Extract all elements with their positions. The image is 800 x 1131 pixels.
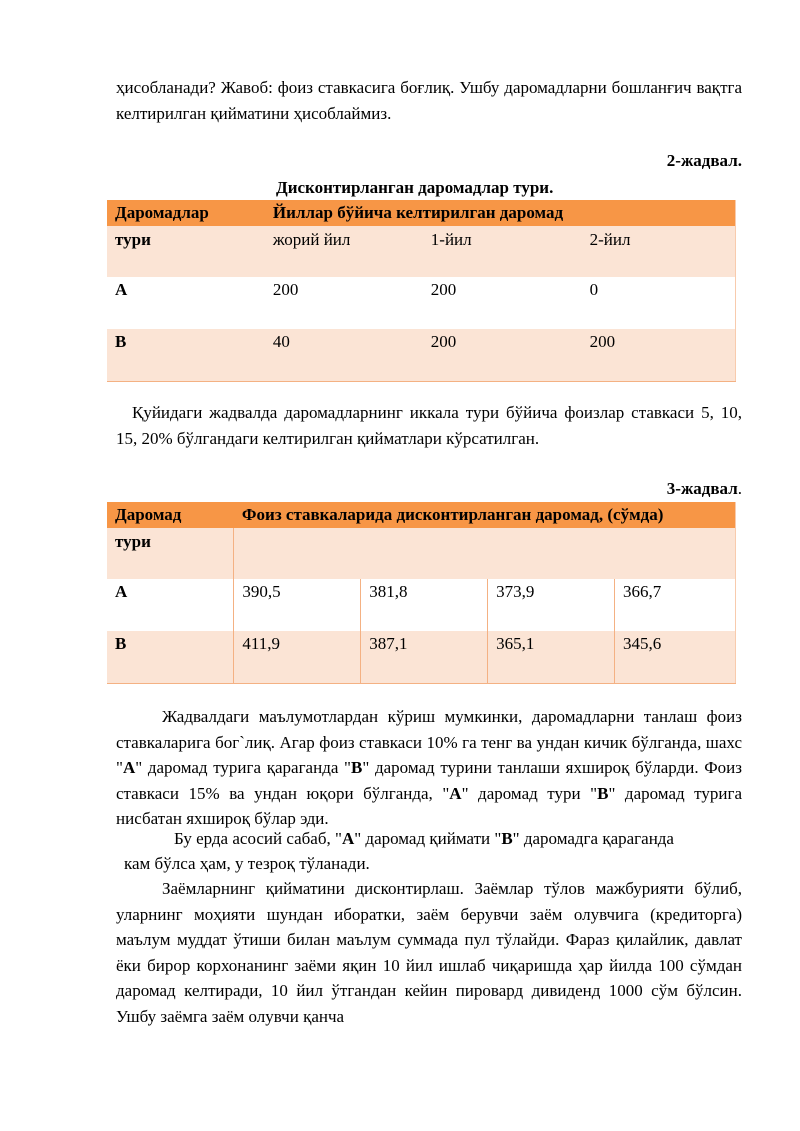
table-row bbox=[107, 631, 736, 684]
table3-row-type: B bbox=[107, 631, 234, 684]
table2-subheader-current-year: жорий йил bbox=[265, 226, 423, 277]
body-text: " даромадга қараганда bbox=[512, 829, 674, 848]
body-text: " даромад турига нисбатан яхшироқ бўлар эди. bbox=[116, 783, 743, 828]
body-paragraph-2-line-2: кам бўлса ҳам, у тезроқ тўланади. bbox=[124, 854, 370, 873]
table2-header-col1: Даромадлар bbox=[107, 200, 265, 226]
table2-cell: 200 bbox=[423, 277, 582, 329]
table2-cell: 40 bbox=[265, 329, 423, 382]
table3 bbox=[107, 502, 736, 684]
table2-subheader-year2: 2-йил bbox=[582, 226, 736, 277]
table3-cell: 390,5 bbox=[234, 579, 361, 631]
table3-cell: 387,1 bbox=[361, 631, 488, 684]
body-paragraph-1 bbox=[116, 704, 742, 832]
table2-title: Дисконтирланган даромадлар тури. bbox=[276, 178, 554, 197]
table2-cell: 200 bbox=[265, 277, 423, 329]
intro-paragraph bbox=[116, 75, 742, 126]
table3-header-span: Фоиз ставкаларида дисконтирланган даромад, (сўмда) bbox=[234, 502, 736, 528]
body-text: " даромад турини танлаши яхшироқ бўларди. Фоиз ставкаси 15% ва ундан юқори бўлганда, " bbox=[116, 758, 742, 803]
between-line-1: Қуйидаги жадвалда даромадларнинг иккала тури бўйича фоизлар ставкаси bbox=[132, 403, 695, 422]
table-row bbox=[107, 277, 736, 329]
table3-cell: 365,1 bbox=[488, 631, 615, 684]
between-paragraph bbox=[116, 400, 742, 451]
between-line-2: 5, 10, 15, 20% бўлгандаги келтирилган қийматлари кўрсатилган. bbox=[116, 403, 743, 448]
table3-cell: 381,8 bbox=[361, 579, 488, 631]
table2-cell: 200 bbox=[423, 329, 582, 382]
table3-subheader-row bbox=[107, 528, 736, 579]
body-paragraph-2 bbox=[116, 826, 742, 852]
intro-line-1: ҳисобланади? Жавоб: фоиз ставкасига боғлиқ. Ушбу даромадларни bbox=[116, 78, 607, 97]
table2-header-row bbox=[107, 200, 736, 226]
body-text: " даромад тури " bbox=[461, 783, 598, 803]
table3-cell: 411,9 bbox=[234, 631, 361, 684]
table-row bbox=[107, 579, 736, 631]
body-emphasis: A bbox=[449, 783, 462, 803]
table3-row-type: A bbox=[107, 579, 234, 631]
table2-row-type: A bbox=[107, 277, 265, 329]
body-emphasis: B bbox=[597, 783, 609, 803]
table3-subheader-col1: тури bbox=[107, 528, 234, 579]
table3-cell: 366,7 bbox=[615, 579, 736, 631]
table3-header-col1: Даромад bbox=[107, 502, 234, 528]
table3-label bbox=[667, 478, 742, 500]
table3-subheader-empty bbox=[234, 528, 736, 579]
body-text: " даромад турига қараганда " bbox=[135, 758, 351, 777]
body-emphasis: A bbox=[341, 829, 355, 848]
table3-header-row bbox=[107, 502, 736, 528]
table2-cell: 200 bbox=[582, 329, 736, 382]
table2-subheader-col1: тури bbox=[107, 226, 265, 277]
body-text: " даромад қиймати " bbox=[354, 829, 502, 848]
table2-header-span: Йиллар бўйича келтирилган даромад bbox=[265, 200, 736, 226]
table2-cell: 0 bbox=[582, 277, 736, 329]
intro-line-2: бошланғич вақтга келтирилган қийматини ҳисоблаймиз. bbox=[116, 78, 743, 123]
table3-cell: 373,9 bbox=[488, 579, 615, 631]
body-emphasis: B bbox=[501, 829, 513, 848]
table2-subheader-row bbox=[107, 226, 736, 277]
table2 bbox=[107, 200, 736, 382]
table-row bbox=[107, 329, 736, 382]
body-emphasis: A bbox=[122, 758, 136, 777]
body-paragraph-3: Заёмларнинг қийматини дисконтирлаш. Заёмлар тўлов мажбурияти бўлиб, уларнинг моҳияти шундан иборатки, заём берувчи заём олувчига (кредиторга) маълум муддат ўтиши билан маълум суммада пул тўлайди. Фараз қилайлик, давлат ёки бирор корхонанинг заёми яқин 10 йил ишлаб чиқаришда ҳар йилда 100 сўмдан даромад келтиради, 10 йил ўтгандан кейин пировард дивиденд 1000 сўм бўлсин. Ушбу заёмга заём олувчи қанча bbox=[116, 879, 742, 1026]
table3-label-text: 3-жадвал bbox=[666, 479, 738, 498]
table2-subheader-year1: 1-йил bbox=[423, 226, 582, 277]
table2-row-type: B bbox=[107, 329, 265, 382]
body-emphasis: B bbox=[351, 758, 363, 777]
body-text: Бу ерда асосий сабаб, " bbox=[174, 829, 342, 848]
table3-label-dot: . bbox=[737, 479, 742, 498]
table2-label: 2-жадвал. bbox=[666, 151, 742, 170]
table3-cell: 345,6 bbox=[615, 631, 736, 684]
body-text: Жадвалдаги маълумотлардан кўриш мумкинки, даромадларни танлаш фоиз ставкаларига бог`лиқ. Агар фоиз ставкаси 10% га тенг ва ундан кичик бўлганда, шахс " bbox=[116, 707, 742, 777]
